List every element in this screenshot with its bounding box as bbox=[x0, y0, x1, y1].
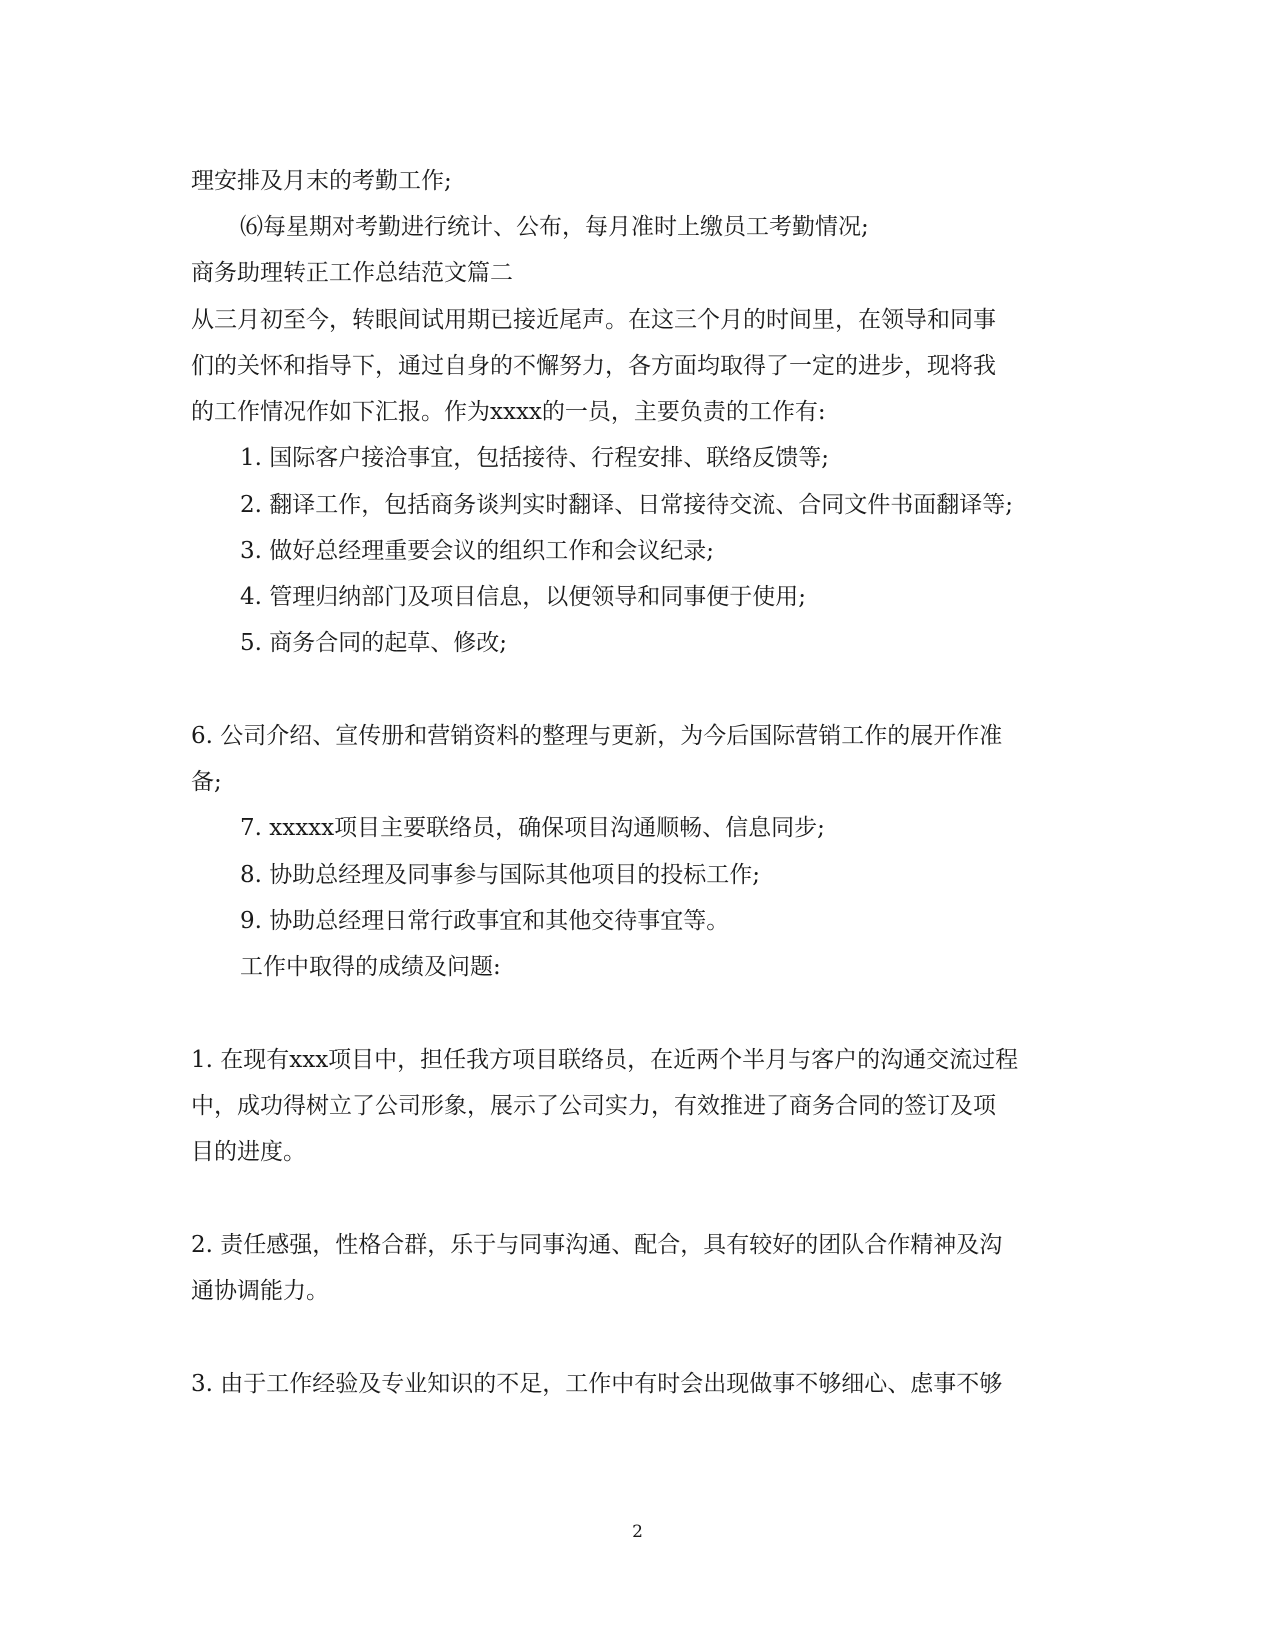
body-line: 2. 责任感强，性格合群，乐于与同事沟通、配合，具有较好的团队合作精神及沟 bbox=[191, 1232, 1003, 1258]
list-item: 4. 管理归纳部门及项目信息，以便领导和同事便于使用; bbox=[240, 584, 807, 610]
body-line: 通协调能力。 bbox=[191, 1278, 329, 1304]
list-item: 7. xxxxx项目主要联络员，确保项目沟通顺畅、信息同步; bbox=[240, 815, 825, 841]
body-line: 们的关怀和指导下，通过自身的不懈努力，各方面均取得了一定的进步，现将我 bbox=[191, 353, 996, 379]
list-item-continuation: 备; bbox=[191, 769, 222, 795]
body-line: 目的进度。 bbox=[191, 1139, 306, 1165]
body-line: 从三月初至今，转眼间试用期已接近尾声。在这三个月的时间里，在领导和同事 bbox=[191, 307, 996, 333]
list-item: 8. 协助总经理及同事参与国际其他项目的投标工作; bbox=[240, 862, 761, 888]
body-line: 1. 在现有xxx项目中，担任我方项目联络员，在近两个半月与客户的沟通交流过程 bbox=[191, 1047, 1019, 1073]
list-item: 9. 协助总经理日常行政事宜和其他交待事宜等。 bbox=[240, 908, 730, 934]
section-heading: 商务助理转正工作总结范文篇二 bbox=[191, 260, 513, 286]
body-line: 理安排及月末的考勤工作; bbox=[191, 168, 452, 194]
body-line: 3. 由于工作经验及专业知识的不足，工作中有时会出现做事不够细心、虑事不够 bbox=[191, 1371, 1003, 1397]
page-number: 2 bbox=[632, 1522, 643, 1542]
list-item: 5. 商务合同的起草、修改; bbox=[240, 630, 508, 656]
subheading: 工作中取得的成绩及问题: bbox=[240, 954, 501, 980]
list-item: 2. 翻译工作，包括商务谈判实时翻译、日常接待交流、合同文件书面翻译等; bbox=[240, 492, 1014, 518]
list-item: 6. 公司介绍、宣传册和营销资料的整理与更新，为今后国际营销工作的展开作准 bbox=[191, 723, 1003, 749]
body-line: 的工作情况作如下汇报。作为xxxx的一员，主要负责的工作有: bbox=[191, 399, 826, 425]
body-line: ⑹每星期对考勤进行统计、公布，每月准时上缴员工考勤情况; bbox=[240, 214, 869, 240]
list-item: 3. 做好总经理重要会议的组织工作和会议纪录; bbox=[240, 538, 715, 564]
body-line: 中，成功得树立了公司形象，展示了公司实力，有效推进了商务合同的签订及项 bbox=[191, 1093, 996, 1119]
list-item: 1. 国际客户接洽事宜，包括接待、行程安排、联络反馈等; bbox=[240, 445, 830, 471]
